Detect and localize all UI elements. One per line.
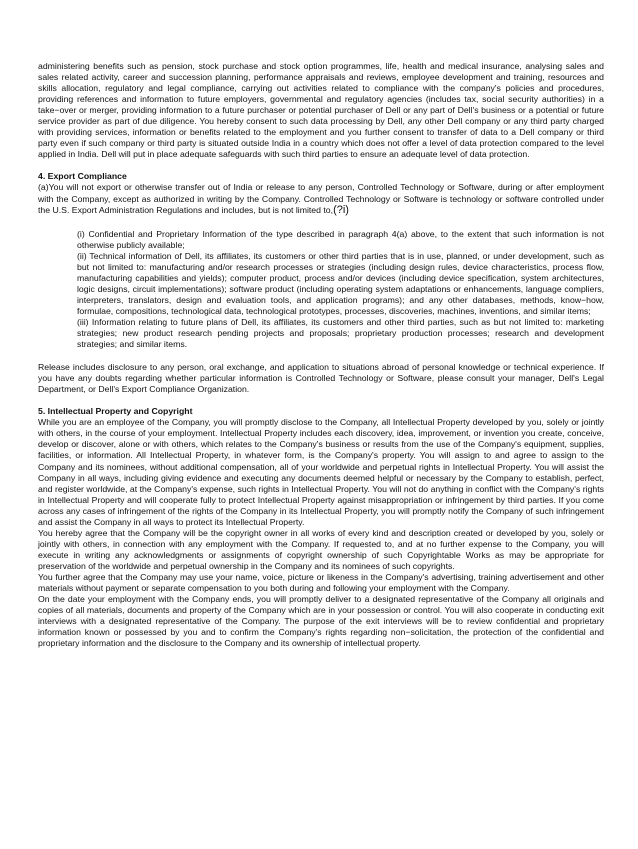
list-item: (ii) Technical information of Dell, its affiliates, its customers or other third parties that is in use, planned, or under development, such as but not limited to: manufacturing and/or research processes or strategies (including design rules, device characteristics, process flow, manufacturing capabilities and yields); computer product, process and/or devices (including device specification, system architectures, logic designs, circuit implementations); software product (including operating system adaptations or enhancements, language compliers, interpreters, translators, design and evaluation tools, and application programs); and any other databases, methods, know−how, formulae, compositions, technological data, technological prototypes, processes, discoveries, machines, inventions, and similar items; xyxy=(77,250,604,316)
section-4-paragraph-a xyxy=(38,182,604,215)
return-property-paragraph: On the date your employment with the Company ends, you will promptly deliver to a designated representative of the Company all originals and copies of all materials, documents and property of the Company which are in your possession or control. You will also cooperate in conducting exit interviews with a designated representative of the Company. The purpose of the exit interviews will be to review confidential and proprietary information known or possessed by you and to confirm the Company's rights regarding non−solicitation, the protection of the confidential and proprietary information and the disclosure to the Company and its ownership of intellectual property. xyxy=(38,594,604,649)
copyright-paragraph: You hereby agree that the Company will be the copyright owner in all works of every kind and description created or developed by you, solely or jointly with others, in connection with any employment with the Company. If requested to, and at no further expense to the Company, you will execute in writing any acknowledgments or assignments of copyright ownership of such Copyrightable Works as may be appropriate for preservation of the worldwide and perpetual ownership in the Company and its nominees of such copyrights. xyxy=(38,527,604,571)
release-paragraph: Release includes disclosure to any person, oral exchange, and application to situations abroad of personal knowledge or technical experience. If you have any doubts regarding whether particular information is Controlled Technology or Software, please consult your manager, Dell's Legal Department, or Dell's Export Compliance Organization. xyxy=(38,362,604,395)
section-4-heading: 4. Export Compliance xyxy=(38,171,127,182)
section-export-compliance xyxy=(38,171,604,395)
controlled-technology-list xyxy=(77,229,604,351)
list-item: (iii) Information relating to future plans of Dell, its affiliates, its customers and other third parties, such as but not limited to: marketing strategies; new product research pending projects and proposals; proprietary production processes; research and development strategies; and similar items. xyxy=(77,316,604,350)
section-4-paragraph-a-end: (?i) xyxy=(333,203,349,216)
ip-paragraph: While you are an employee of the Company, you will promptly disclose to the Company, all Intellectual Property developed by you, solely or jointly with others, in the course of your employment. Intellectual Property includes each discovery, idea, improvement, or invention you create, conceive, develop or discover, alone or with others, which relates to the Company's business or results from the use of the Company's equipment, supplies, facilities, or information. All Intellectual Property, in whatever form, is the Company's property. You will assign to and agree to assign to the Company and its nominees, without additional compensation, all of your worldwide and perpetual rights in Intellectual Property. You will assist the Company in all ways, including giving evidence and executing any documents deemed helpful or necessary by the Company to establish, perfect, and register worldwide, at the Company's expense, such rights in Intellectual Property. You will not do anything in conflict with the Company's rights in Intellectual Property and will cooperate fully to protect Intellectual Property against misappropriation or infringement by third parties. If you come across any cases of infringement of the rights of the Company in its Intellectual Property, you will promptly notify the Company of such infringement and assist the Company in all ways to protect its Intellectual Property. xyxy=(38,417,604,527)
section-intellectual-property xyxy=(38,406,604,649)
list-item: (i) Confidential and Proprietary Information of the type described in paragraph 4(a) above, to the extent that such information is not otherwise publicly available; xyxy=(77,228,604,250)
section-5-heading: 5. Intellectual Property and Copyright xyxy=(38,406,193,417)
likeness-paragraph: You further agree that the Company may use your name, voice, picture or likeness in the Company's advertising, training advertisement and other materials without payment or separate compensation to you both during and following your employment with the Company. xyxy=(38,571,604,594)
document-body xyxy=(38,61,604,649)
intro-paragraph: administering benefits such as pension, stock purchase and stock option programmes, life, health and medical insurance, analysing sales and sales related activity, career and succession planning, performance appraisals and reviews, employee development and training, resources and skills allocation, regulatory and legal compliance, carrying out activities related to compliance with the company's policies and procedures, providing references and information to future employers, governmental and regulatory agencies (includes tax, social security authorities) in a take−over or merger, providing information to a future purchaser or potential purchaser of Dell or any part of Dell's business or a potential or future service provider as part of due diligence. You hereby consent to such data processing by Dell, any other Dell company or any third party charged with providing services, information or benefits related to the employment and you further consent to transfer of data to a Dell company or third party even if such company or third party is situated outside India in a country which does not offer a level of data protection compared to the level applied in India. Dell will put in place adequate safeguards with such third parties to ensure an adequate level of data protection. xyxy=(38,61,604,160)
section-4-paragraph-a-text: (a)You will not export or otherwise transfer out of India or release to any person, Controlled Technology or Software, during or after employment with the Company, except as authorized in writing by the Company. Controlled Technology or Software is technology or software controlled under the U.S. Export Administration Regulations and includes, but is not limited to, xyxy=(38,182,604,215)
